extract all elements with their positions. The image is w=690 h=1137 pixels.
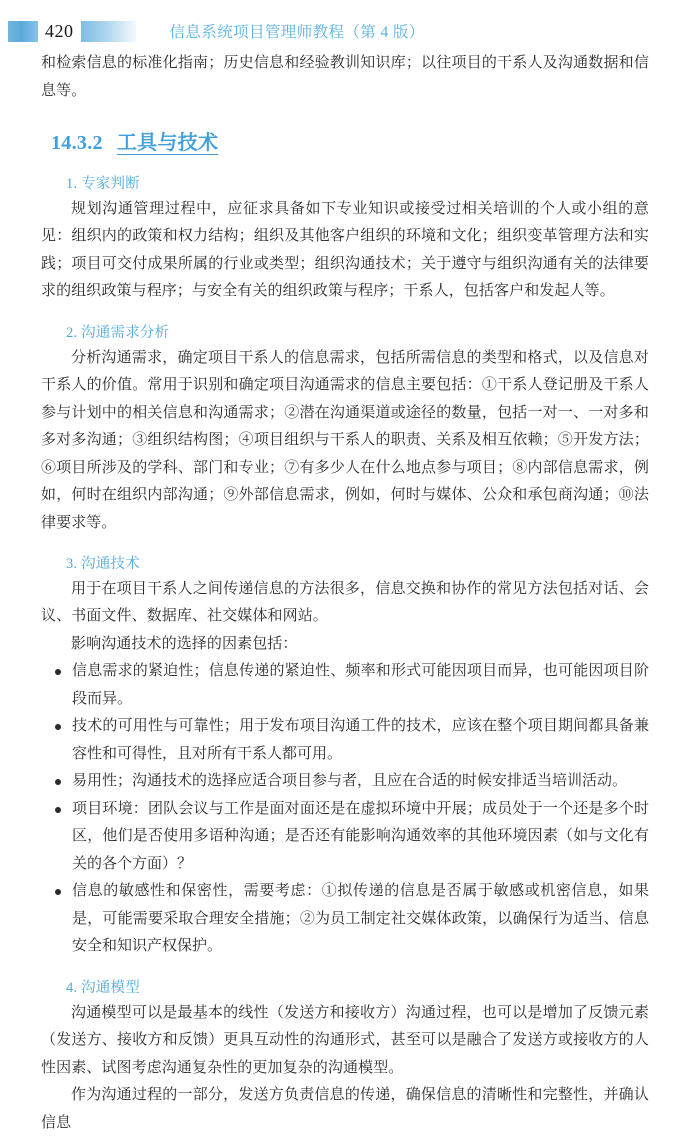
subsection-3-paragraph-2: 影响沟通技术的选择的因素包括：	[71, 635, 298, 652]
list-item-text: 易用性；沟通技术的选择应适合项目参与者，且应在合适的时候安排适当培训活动。	[72, 773, 628, 790]
bullet-dot-icon	[55, 779, 61, 785]
subsection-4-paragraph-1: 沟通模型可以是最基本的线性（发送方和接收方）沟通过程，也可以是增加了反馈元素（发送方、接收方和反馈）更具互动性的沟通形式，甚至可以是融合了发送方或接收方的人性因素、试图考虑沟通复杂性的更加复杂的沟通模型。	[41, 1004, 649, 1076]
section-number: 14.3.2	[51, 132, 103, 154]
bullet-dot-icon	[55, 669, 61, 675]
subsection-heading-1: 1. 专家判断	[66, 176, 140, 192]
list-item-text: 信息的敏感性和保密性，需要考虑：①拟传递的信息是否属于敏感或机密信息，如果是，可能需要采取合理安全措施；②为员工制定社交媒体政策，以确保行为适当、信息安全和知识产权保护。	[72, 883, 649, 955]
bullet-dot-icon	[55, 889, 61, 895]
running-header	[0, 18, 690, 44]
subsection-heading-2: 2. 沟通需求分析	[66, 324, 170, 341]
section-title: 工具与技术	[116, 132, 219, 154]
header-decoration-block-right	[81, 21, 136, 42]
list-item-text: 信息需求的紧迫性；信息传递的紧迫性、频率和形式可能因项目而异，也可能因项目阶段而异。	[72, 663, 649, 707]
book-title: 信息系统项目管理师教程（第 4 版）	[169, 24, 425, 41]
list-item	[41, 796, 649, 879]
subsection-heading-4: 4. 沟通模型	[66, 979, 140, 996]
bullet-dot-icon	[55, 724, 61, 730]
header-decoration-block-left	[8, 21, 38, 42]
page-content	[41, 50, 649, 1137]
list-item	[41, 878, 649, 961]
subsection-1-paragraph-1: 规划沟通管理过程中，应征求具备如下专业知识或接受过相关培训的个人或小组的意见：组织内的政策和权力结构；组织及其他客户组织的环境和文化；组织变革管理方法和实践；项目可交付成果所属的行业或类型；组织沟通技术；关于遵守与组织沟通有关的法律要求的组织政策与程序；与安全有关的组织政策与程序；干系人，包括客户和发起人等。	[41, 200, 649, 300]
lead-paragraph: 和检索信息的标准化指南；历史信息和经验教训知识库；以往项目的干系人及沟通数据和信息等。	[41, 55, 649, 99]
list-item	[41, 768, 649, 796]
subsection-4-paragraph-2: 作为沟通过程的一部分，发送方负责信息的传递，确保信息的清晰性和完整性，并确认信息	[41, 1087, 649, 1131]
list-item-text: 技术的可用性与可靠性；用于发布项目沟通工件的技术，应该在整个项目期间都具备兼容性和可得性，且对所有干系人都可用。	[72, 718, 649, 762]
list-item-text: 项目环境：团队会议与工作是面对面还是在虚拟环境中开展；成员处于一个还是多个时区，他们是否使用多语种沟通；是否还有能影响沟通效率的其他环境因素（如与文化有关的各个方面）？	[72, 800, 649, 872]
list-item	[41, 658, 649, 713]
page-number: 420	[45, 21, 74, 41]
subsection-heading-3: 3. 沟通技术	[66, 556, 140, 572]
subsection-3-paragraph-1: 用于在项目干系人之间传递信息的方法很多，信息交换和协作的常见方法包括对话、会议、书面文件、数据库、社交媒体和网站。	[41, 580, 649, 625]
bullet-dot-icon	[55, 807, 61, 813]
section-heading	[41, 129, 649, 157]
list-item	[41, 713, 649, 768]
communication-technology-factors-list	[41, 658, 649, 961]
subsection-2-paragraph-1: 分析沟通需求，确定项目干系人的信息需求，包括所需信息的类型和格式，以及信息对干系人的价值。常用于识别和确定项目沟通需求的信息主要包括：①干系人登记册及干系人参与计划中的相关信息和沟通需求；②潜在沟通渠道或途径的数量，包括一对一、一对多和多对多沟通；③组织结构图；④项目组织与干系人的职责、关系及相互依赖；⑤开发方法；⑥项目所涉及的学科、部门和专业；⑦有多少人在什么地点参与项目；⑧内部信息需求，例如，何时在组织内部沟通；⑨外部信息需求，例如，何时与媒体、公众和承包商沟通；⑩法律要求等。	[41, 349, 649, 531]
